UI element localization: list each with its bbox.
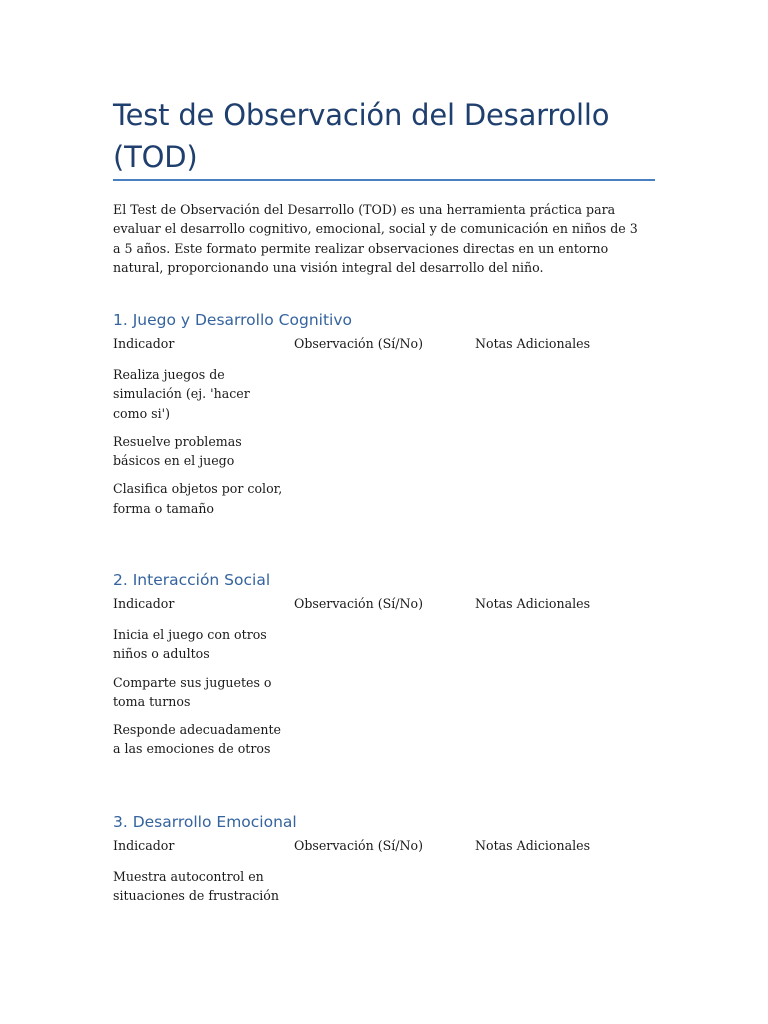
table-row — [113, 720, 655, 759]
section-heading-juego: 1. Juego y Desarrollo Cognitivo — [113, 311, 352, 329]
table-row — [113, 625, 655, 664]
section-heading-interaccion: 2. Interacción Social — [113, 571, 271, 589]
indicator-cell: Comparte sus juguetes o toma turnos — [113, 674, 272, 709]
title-divider — [113, 179, 655, 181]
table-emocional — [113, 836, 655, 906]
indicator-cell: Inicia el juego con otros niños o adultos — [113, 627, 267, 662]
table-row — [113, 432, 655, 471]
table-header — [113, 334, 655, 356]
column-header-notas: Notas Adicionales — [475, 336, 591, 351]
table-row — [113, 479, 655, 518]
table-header — [113, 594, 655, 616]
observation-cell[interactable] — [294, 625, 464, 644]
table-juego — [113, 334, 655, 518]
document-title: Test de Observación del Desarrollo (TOD) — [113, 98, 610, 174]
observation-cell[interactable] — [294, 432, 464, 451]
column-header-observacion: Observación (Sí/No) — [294, 838, 424, 853]
column-header-observacion: Observación (Sí/No) — [294, 596, 424, 611]
notes-cell[interactable] — [475, 867, 645, 886]
intro-paragraph: El Test de Observación del Desarrollo (TOD) es una herramienta práctica para evaluar el desarrollo cognitivo, emocional, social y de comunicación en niños de 3 a 5 años. Este formato permite realizar observaciones directas en un entorno natural, proporcionando una visión integral del desarrollo del niño. — [113, 202, 638, 275]
observation-cell[interactable] — [294, 365, 464, 384]
section-heading-emocional: 3. Desarrollo Emocional — [113, 813, 297, 831]
table-row — [113, 365, 655, 423]
indicator-cell: Clasifica objetos por color, forma o tamaño — [113, 481, 283, 516]
notes-cell[interactable] — [475, 479, 645, 498]
notes-cell[interactable] — [475, 365, 645, 384]
column-header-indicador: Indicador — [113, 838, 175, 853]
table-row — [113, 673, 655, 712]
observation-cell[interactable] — [294, 720, 464, 739]
table-header — [113, 836, 655, 858]
column-header-indicador: Indicador — [113, 336, 175, 351]
column-header-notas: Notas Adicionales — [475, 596, 591, 611]
column-header-observacion: Observación (Sí/No) — [294, 336, 424, 351]
table-interaccion — [113, 594, 655, 759]
column-header-indicador: Indicador — [113, 596, 175, 611]
notes-cell[interactable] — [475, 625, 645, 644]
indicator-cell: Responde adecuadamente a las emociones de otros — [113, 722, 281, 757]
indicator-cell: Realiza juegos de simulación (ej. 'hacer como si') — [113, 367, 250, 421]
indicator-cell: Resuelve problemas básicos en el juego — [113, 433, 242, 469]
observation-cell[interactable] — [294, 479, 464, 498]
notes-cell[interactable] — [475, 432, 645, 451]
column-header-notas: Notas Adicionales — [475, 838, 591, 853]
notes-cell[interactable] — [475, 720, 645, 739]
indicator-cell: Muestra autocontrol en situaciones de frustración — [113, 869, 280, 904]
notes-cell[interactable] — [475, 673, 645, 692]
table-row — [113, 867, 655, 906]
observation-cell[interactable] — [294, 673, 464, 692]
observation-cell[interactable] — [294, 867, 464, 886]
